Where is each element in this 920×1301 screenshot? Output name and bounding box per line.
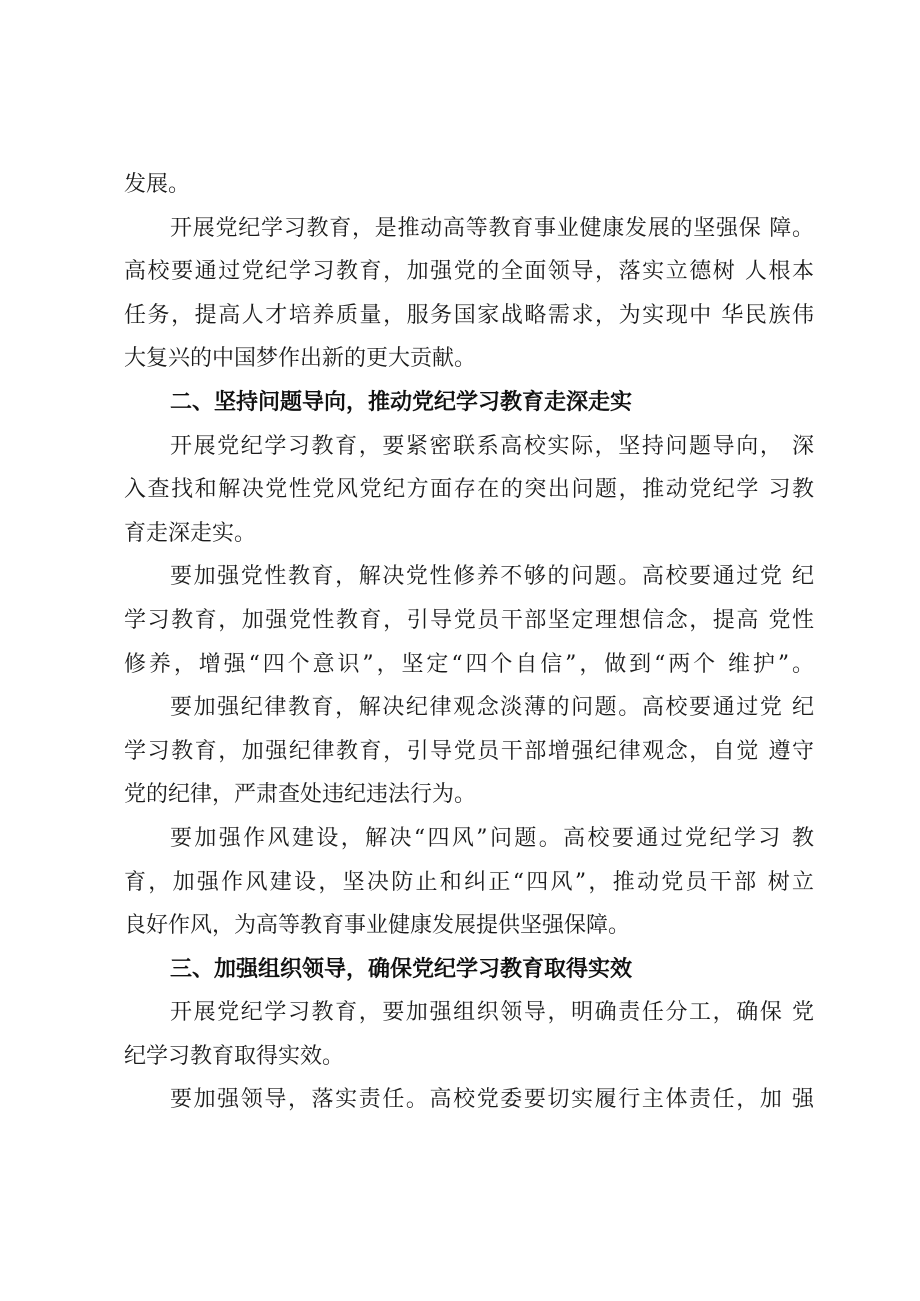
- paragraph-line: 开展党纪学习教育，是推动高等教育事业健康发展的坚强保 障。: [170, 215, 814, 241]
- paragraph-line: 要加强党性教育，解决党性修养不够的问题。高校要通过党 纪: [170, 564, 814, 590]
- paragraph-line: 修养，增强“四个意识”，坚定“四个自信”，做到“两个 维护”。: [124, 651, 814, 677]
- paragraph-line: 入查找和解决党性党风党纪方面存在的突出问题，推动党纪学 习教: [124, 477, 814, 503]
- paragraph-line: 大复兴的中国梦作出新的更大贡献。: [124, 346, 477, 372]
- paragraph-line: 育走深走实。: [124, 520, 257, 546]
- paragraph-line: 学习教育，加强党性教育，引导党员干部坚定理想信念，提高 党性: [124, 607, 814, 633]
- paragraph-line: 党的纪律，严肃查处违纪违法行为。: [124, 782, 477, 808]
- paragraph-line: 高校要通过党纪学习教育，加强党的全面领导，落实立德树 人根本: [124, 259, 814, 285]
- paragraph-line: 发展。: [124, 172, 191, 197]
- paragraph-line: 要加强作风建设，解决“四风”问题。高校要通过党纪学习 教: [170, 825, 814, 851]
- paragraph-line: 开展党纪学习教育，要加强组织领导，明确责任分工，确保 党: [170, 1000, 814, 1026]
- paragraph-line: 开展党纪学习教育，要紧密联系高校实际，坚持问题导向， 深: [170, 433, 814, 459]
- paragraph-line: 纪学习教育取得实效。: [124, 1043, 345, 1069]
- paragraph-line: 育，加强作风建设，坚决防止和纠正“四风”，推动党员干部 树立: [124, 869, 814, 895]
- paragraph-line: 良好作风，为高等教育事业健康发展提供坚强保障。: [124, 913, 631, 939]
- section-heading-2: 二、坚持问题导向，推动党纪学习教育走深走实: [170, 389, 633, 415]
- paragraph-line: 要加强领导，落实责任。高校党委要切实履行主体责任，加 强: [170, 1087, 814, 1113]
- document-body: [124, 163, 814, 1122]
- section-heading-3: 三、加强组织领导，确保党纪学习教育取得实效: [170, 956, 633, 982]
- paragraph-line: 要加强纪律教育，解决纪律观念淡薄的问题。高校要通过党 纪: [170, 695, 814, 721]
- paragraph-line: 学习教育，加强纪律教育，引导党员干部增强纪律观念，自觉 遵守: [124, 738, 814, 764]
- paragraph-line: 任务，提高人才培养质量，服务国家战略需求，为实现中 华民族伟: [124, 302, 814, 328]
